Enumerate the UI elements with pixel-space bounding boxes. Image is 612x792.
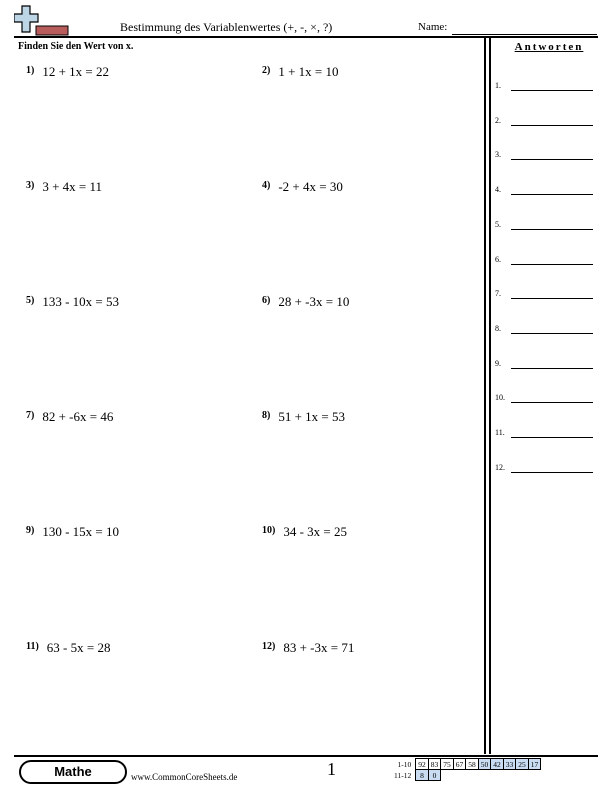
footer-divider (14, 755, 598, 757)
name-field[interactable] (452, 34, 597, 35)
name-label: Name: (418, 21, 448, 33)
answer-label: 12. (495, 462, 505, 472)
score-row (392, 770, 541, 781)
problem-item (26, 64, 109, 80)
answer-line[interactable] (511, 90, 593, 91)
problem-number: 4) (262, 180, 271, 191)
problem-equation: 3 + 4x = 11 (42, 179, 103, 194)
answer-line[interactable] (511, 298, 593, 299)
answer-line[interactable] (511, 264, 593, 265)
answer-line[interactable] (511, 333, 593, 334)
problem-number: 3) (26, 180, 35, 191)
problem-number: 2) (262, 65, 271, 76)
answer-line[interactable] (511, 194, 593, 195)
answer-label: 1. (495, 81, 501, 90)
subject-badge: Mathe (19, 760, 127, 784)
problem-equation: 51 + 1x = 53 (278, 409, 346, 424)
problem-item (262, 640, 354, 656)
answer-line[interactable] (511, 159, 593, 160)
page-title: Bestimmung des Variablenwertes (+, -, ×, ?) (120, 20, 333, 34)
problem-item (262, 409, 345, 425)
problem-number: 10) (262, 525, 276, 536)
website-link[interactable]: www.CommonCoreSheets.de (131, 772, 238, 782)
problem-equation: 130 - 15x = 10 (42, 524, 120, 539)
answer-label: 8. (495, 323, 501, 333)
score-range-label: 1-10 (397, 759, 412, 769)
score-cell: 0 (428, 770, 441, 781)
score-cell: 58 (466, 759, 479, 770)
answer-label: 9. (495, 358, 501, 368)
score-cell: 33 (503, 759, 516, 770)
problem-number: 6) (262, 295, 271, 306)
problem-item (262, 64, 339, 80)
answer-line[interactable] (511, 437, 593, 438)
score-table (392, 758, 541, 781)
problem-number: 11) (26, 641, 39, 652)
problem-equation: 1 + 1x = 10 (278, 64, 339, 79)
problem-number: 8) (262, 410, 271, 421)
problem-item (26, 640, 110, 656)
answer-label: 7. (495, 289, 501, 299)
score-cell: 83 (428, 759, 441, 770)
problem-equation: 83 + -3x = 71 (283, 640, 355, 655)
header-divider (14, 36, 598, 38)
problem-item (26, 179, 102, 195)
problem-equation: 63 - 5x = 28 (46, 640, 111, 655)
answer-line[interactable] (511, 229, 593, 230)
instructions: Finden Sie den Wert von x. (18, 41, 134, 52)
problem-number: 9) (26, 525, 35, 536)
answer-label: 10. (495, 393, 505, 403)
problem-number: 12) (262, 641, 276, 652)
problem-equation: 28 + -3x = 10 (278, 294, 350, 309)
answers-title: Antworten (514, 41, 584, 53)
answer-label: 3. (495, 150, 501, 160)
score-cell: 75 (441, 759, 454, 770)
answer-line[interactable] (511, 368, 593, 369)
problem-equation: -2 + 4x = 30 (278, 179, 343, 194)
score-range-label: 11-12 (394, 770, 412, 780)
problem-number: 5) (26, 295, 35, 306)
answer-line[interactable] (511, 402, 593, 403)
answer-line[interactable] (511, 472, 593, 473)
problem-item (262, 179, 343, 195)
answer-label: 4. (495, 185, 501, 195)
plus-logo-icon (14, 4, 70, 36)
score-cell: 17 (528, 759, 541, 770)
score-table-wrap (392, 758, 541, 781)
answer-label: 6. (495, 254, 501, 264)
problem-number: 7) (26, 410, 35, 421)
column-divider (489, 37, 491, 754)
problem-item (26, 294, 119, 310)
score-cell: 25 (516, 759, 529, 770)
answer-label: 11. (495, 428, 505, 437)
problem-equation: 82 + -6x = 46 (42, 409, 114, 424)
problem-item (26, 409, 113, 425)
answer-label: 5. (495, 219, 501, 229)
answer-label: 2. (495, 115, 501, 125)
problem-equation: 34 - 3x = 25 (283, 524, 348, 539)
score-cell: 67 (453, 759, 466, 770)
page-number: 1 (327, 759, 336, 779)
score-cell: 92 (416, 759, 429, 770)
problem-item (26, 524, 119, 540)
score-cell: 42 (491, 759, 504, 770)
problem-item (262, 294, 349, 310)
problem-item (262, 524, 347, 540)
score-cell: 8 (416, 770, 429, 781)
column-divider (484, 37, 486, 754)
score-cell: 50 (478, 759, 491, 770)
problem-equation: 133 - 10x = 53 (42, 294, 120, 309)
score-row (392, 759, 541, 770)
problem-number: 1) (26, 65, 35, 76)
problem-equation: 12 + 1x = 22 (42, 64, 110, 79)
answer-line[interactable] (511, 125, 593, 126)
